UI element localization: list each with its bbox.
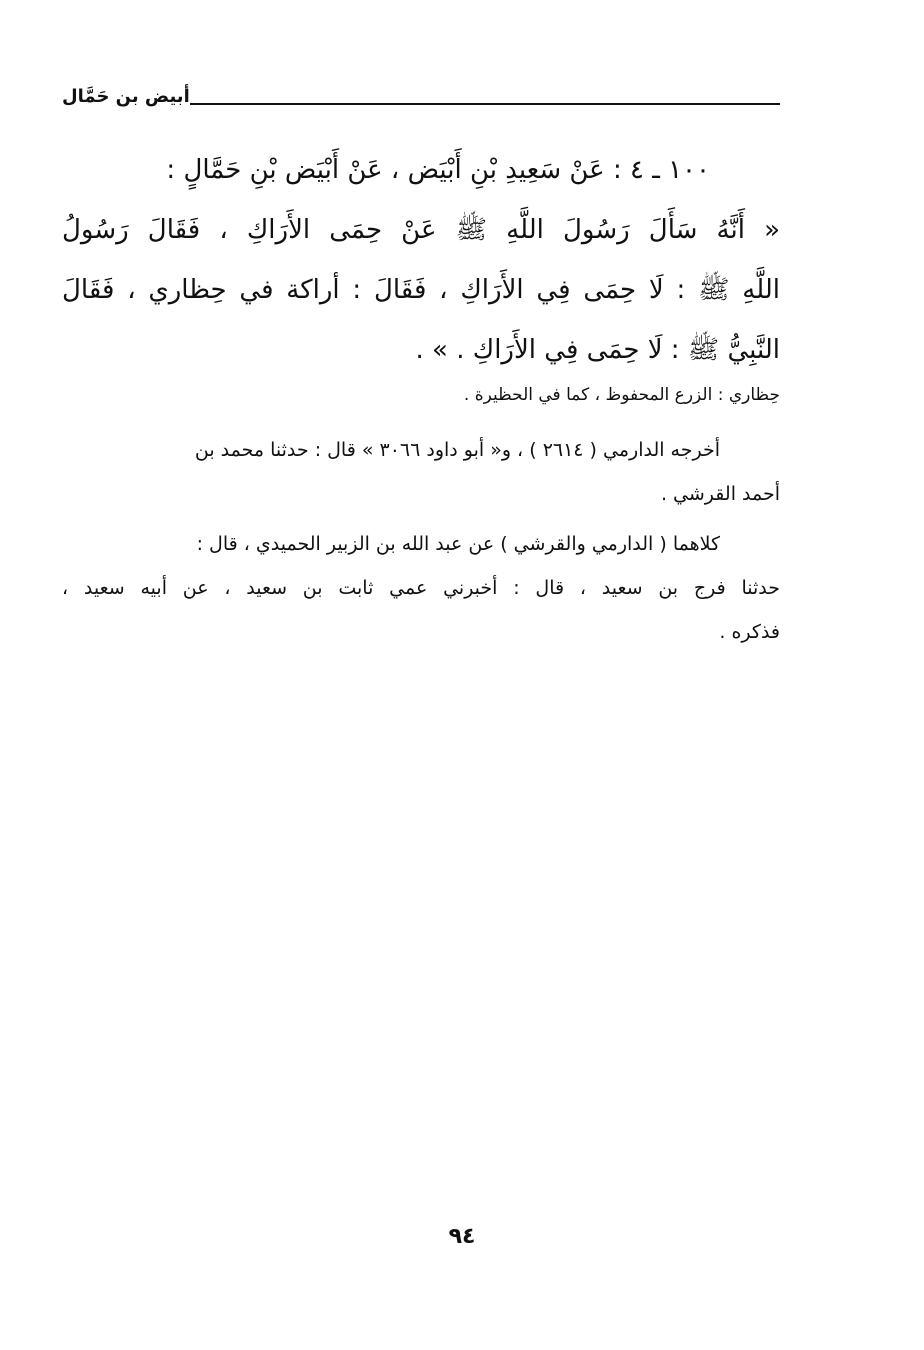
paragraph-line: أحمد القرشي . xyxy=(660,483,780,505)
header-rule xyxy=(190,103,780,105)
paragraph-line: أخرجه الدارمي ( ٢٦١٤ ) ، و« أبو داود ٣٠٦٦ » قال : حدثنا محمد بن xyxy=(194,439,720,461)
page-number: ٩٤ xyxy=(448,1224,476,1249)
word-gloss: حِظاري : الزرع المحفوظ ، كما في الحظيرة . xyxy=(463,385,780,405)
running-header-title: أبيض بن حَمَّال xyxy=(62,86,190,107)
hadith-heading-line: ١٠٠ ـ ٤ : عَنْ سَعِيدِ بْنِ أَبْيَض ، عَنْ أَبْيَض بْنِ حَمَّالٍ : xyxy=(166,155,710,185)
isnad-paragraph xyxy=(62,522,780,654)
paragraph-line: حدثنا فرج بن سعيد ، قال : أخبرني عمي ثابت بن سعيد ، عن أبيه سعيد ، xyxy=(62,577,780,599)
hadith-text xyxy=(62,140,780,380)
hadith-line: اللَّهِ ﷺ : لَا حِمَى فِي الأَرَاكِ ، فَقَالَ : أراكة في حِظاري ، فَقَالَ xyxy=(62,275,780,305)
hadith-line: النَّبِيُّ ﷺ : لَا حِمَى فِي الأَرَاكِ . » . xyxy=(415,335,780,365)
takhrij-paragraph xyxy=(62,428,780,516)
paragraph-line: كلاهما ( الدارمي والقرشي ) عن عبد الله بن الزبير الحميدي ، قال : xyxy=(196,533,720,555)
paragraph-line: فذكره . xyxy=(719,621,780,643)
hadith-line: « أَنَّهُ سَأَلَ رَسُولَ اللَّهِ ﷺ عَنْ حِمَى الأَرَاكِ ، فَقَالَ رَسُولُ xyxy=(62,215,780,245)
running-header xyxy=(62,84,780,116)
